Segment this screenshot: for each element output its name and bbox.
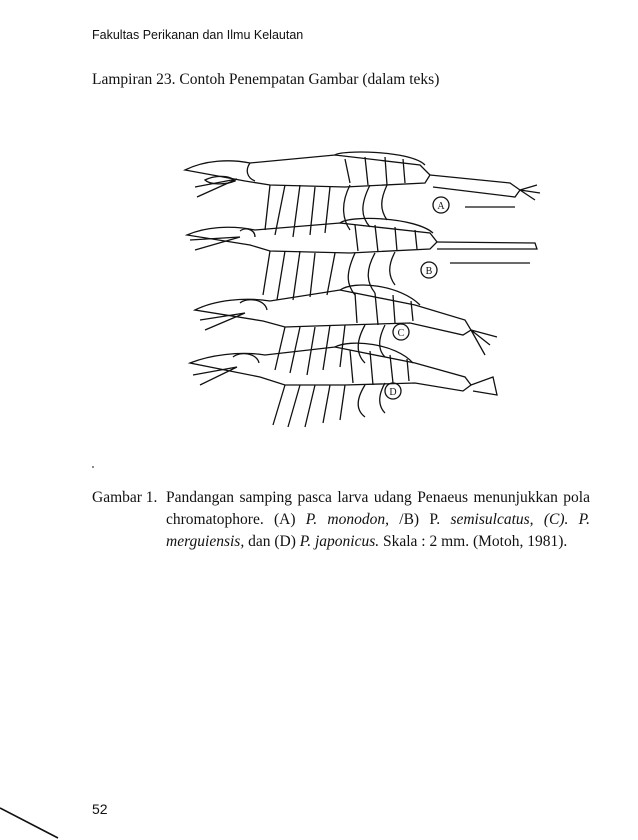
caption-species-a: P. monodon, (305, 511, 389, 528)
label-b-circle (421, 262, 437, 278)
page-number: 52 (92, 801, 108, 817)
caption-text-1: Pandangan samping pasca larva udang Penaeus menunjukkan pola chromatophore. (A) (166, 489, 590, 528)
larva-c-drawing (195, 285, 497, 375)
label-c-circle (393, 324, 409, 340)
corner-mark (0, 806, 60, 840)
caption-label: Gambar 1. (92, 489, 158, 506)
caption-body (166, 487, 590, 553)
label-d-circle (385, 383, 401, 399)
caption-species-b-c: semisulcatus, (C). P. merguiensis, (166, 511, 590, 550)
running-header: Fakultas Perikanan dan Ilmu Kelautan (92, 28, 304, 42)
svg-text:D: D (389, 387, 397, 398)
figure-caption (92, 487, 590, 553)
larva-b-drawing (187, 218, 537, 300)
larva-d-drawing (190, 343, 497, 427)
caption-species-d: P. japonicus. (299, 533, 380, 550)
larva-a-drawing (185, 152, 540, 237)
caption-text-2: /B) P. (389, 511, 451, 528)
stray-dot (92, 466, 94, 468)
svg-text:C: C (397, 328, 405, 339)
svg-text:A: A (437, 201, 445, 212)
caption-text-4: Skala : 2 mm. (Motoh, 1981). (379, 533, 568, 550)
svg-text:B: B (425, 266, 433, 277)
label-a-circle (433, 197, 449, 213)
caption-text-3: dan (D) (244, 533, 300, 550)
appendix-heading: Lampiran 23. Contoh Penempatan Gambar (dalam teks) (92, 71, 440, 88)
shrimp-larvae-figure (175, 145, 550, 430)
